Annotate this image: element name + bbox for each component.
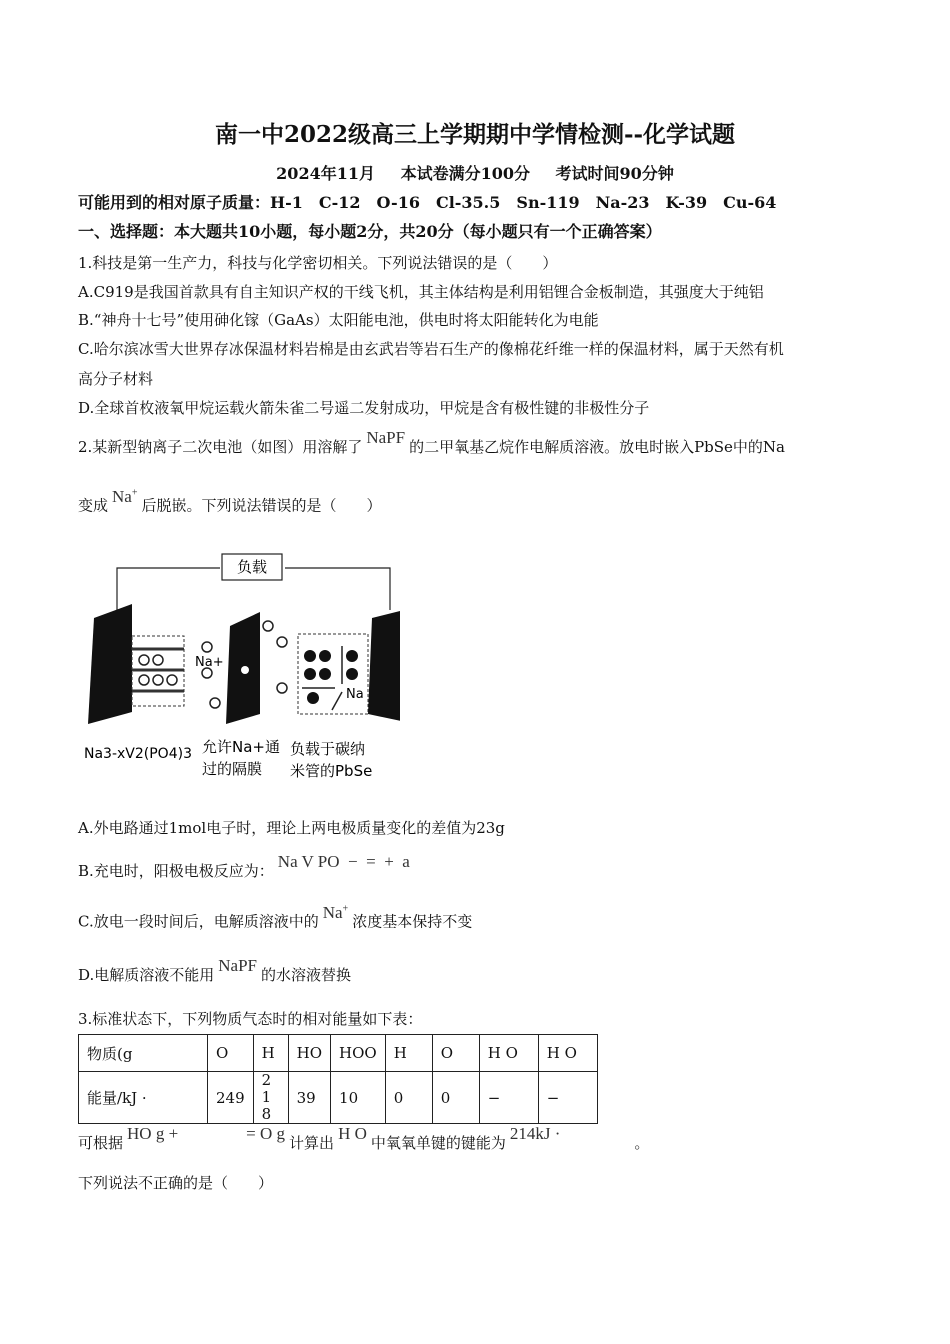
q1-option-b: B.“神舟十七号”使用砷化镓（GaAs）太阳能电池，供电时将太阳能转化为电能 xyxy=(78,311,599,329)
battery-diagram xyxy=(80,548,400,788)
q2-option-b: B.充电时，阳极电极反应为： Na V PO − = + a xyxy=(78,852,410,880)
q1-stem: 1.科技是第一生产力，科技与化学密切相关。下列说法错误的是（ ） xyxy=(78,254,558,272)
q2-option-c: C.放电一段时间后，电解质溶液中的 Na+浓度基本保持不变 xyxy=(78,902,473,931)
na-ion-formula: Na+ xyxy=(112,486,138,506)
wire-right xyxy=(285,568,390,610)
q3-question: 下列说法不正确的是（ ） xyxy=(78,1174,274,1192)
exam-time: 考试时间90分钟 xyxy=(555,164,674,183)
left-electrode xyxy=(88,604,132,724)
anode-reaction-formula: Na V PO − = + a xyxy=(277,852,410,871)
section-heading: 一、选择题：本大题共10小题，每小题2分，共20分（每小题只有一个正确答案） xyxy=(78,222,662,241)
q3-stem: 3.标准状态下，下列物质气态时的相对能量如下表： xyxy=(78,1010,423,1028)
separator-label-1: 允许Na+通 xyxy=(202,738,280,756)
exam-info xyxy=(0,161,950,184)
na-ion-formula-c: Na+ xyxy=(322,902,349,922)
q2-option-d: D.电解质溶液不能用 NaPF 的水溶液替换 xyxy=(78,956,352,984)
q2-option-a: A.外电路通过1mol电子时，理论上两电极质量变化的差值为23g xyxy=(78,819,505,837)
atomic-masses: 可能用到的相对原子质量：H-1 C-12 O-16 Cl-35.5 Sn-119 Na-23 K-39 Cu-64 xyxy=(78,193,777,212)
q3-calc: 可根据 HO g + = O g 计算出 H O 中氧氧单键的键能为 214kJ · 。 xyxy=(78,1124,650,1152)
table-row: 能量/kJ · 249 218 39 10 0 0 − − xyxy=(79,1072,598,1124)
right-electrode-label-1: 负载于碳纳 xyxy=(290,740,366,758)
right-electrode xyxy=(368,608,400,722)
page-title: 南一中2022级高三上学期期中学情检测--化学试题 xyxy=(214,121,736,148)
right-electrode-label-2: 米管的PbSe xyxy=(290,762,373,780)
q2-stem: 2.某新型钠离子二次电池（如图）用溶解了 NaPF 的二甲氧基乙烷作电解质溶液。放电时嵌入PbSe中的Na xyxy=(78,428,785,456)
exam-date: 2024年11月 xyxy=(276,164,375,183)
napf-formula-d: NaPF xyxy=(218,956,257,975)
wire-left xyxy=(117,568,220,610)
left-electrode-label: Na3-xV2(PO4)3 xyxy=(84,746,192,762)
na-ion-label: Na+ xyxy=(195,655,224,670)
separator-label-2: 过的隔膜 xyxy=(202,760,263,778)
load-label: 负载 xyxy=(236,558,268,576)
napf-formula: NaPF xyxy=(366,428,406,447)
na-right-label: Na xyxy=(346,687,364,702)
q1-option-c: C.哈尔滨冰雪大世界存冰保温材料岩棉是由玄武岩等岩石生产的像棉花纤维一样的保温材料，属于天然有机 xyxy=(78,340,784,358)
q2-stem-cont: 变成 Na+后脱嵌。下列说法错误的是（ ） xyxy=(78,486,382,515)
table-row: 物质(g O H HO HOO H O H O H O xyxy=(79,1035,598,1072)
q1-option-a: A.C919是我国首款具有自主知识产权的干线飞机，其主体结构是利用铝锂合金板制造，其强度大于纯铝 xyxy=(78,283,764,301)
q1-option-d: D.全球首枚液氧甲烷运载火箭朱雀二号遥二发射成功，甲烷是含有极性键的非极性分子 xyxy=(78,399,650,417)
exam-score: 本试卷满分100分 xyxy=(400,164,530,183)
energy-table xyxy=(78,1034,598,1124)
q1-option-c-cont: 高分子材料 xyxy=(78,370,154,388)
